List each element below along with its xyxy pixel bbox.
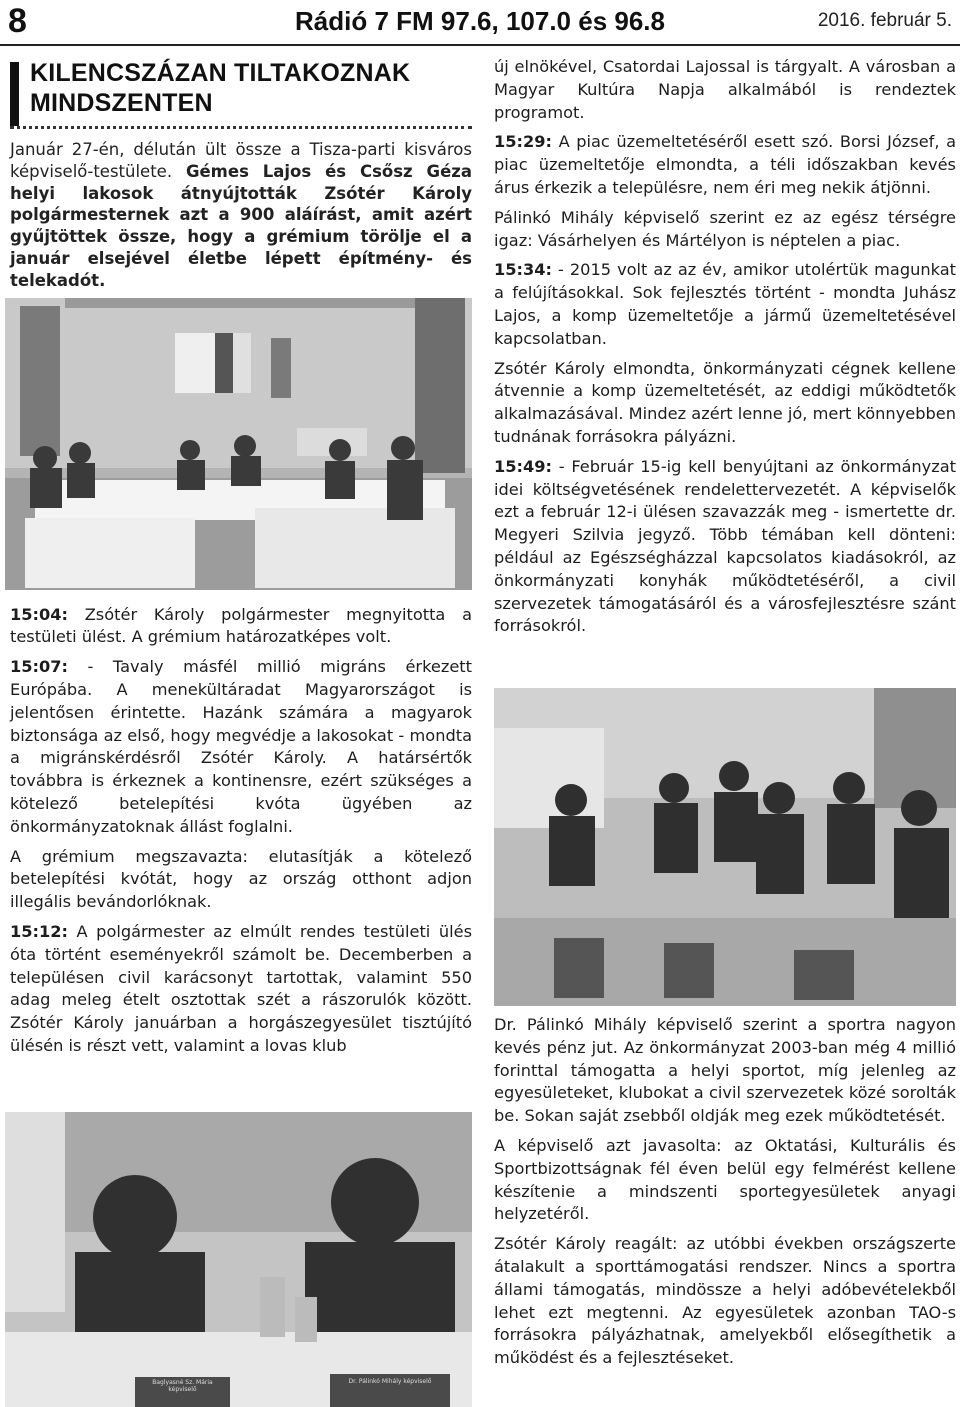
nameplate-left xyxy=(140,1379,225,1393)
nameplate-right xyxy=(335,1378,445,1385)
photo-audience xyxy=(494,688,956,1006)
paragraph xyxy=(10,604,472,650)
paragraph-text: új elnökével, Csatordai Lajossal is tárgyalt. A városban a Magyar Kultúra Napja alkalmából is rendeztek programot. xyxy=(494,57,956,122)
article-lead xyxy=(10,139,472,292)
photo-council-meeting-image xyxy=(5,298,472,590)
time-stamp: 15:29: xyxy=(494,132,552,152)
right-column xyxy=(494,56,956,645)
right-column-bottom xyxy=(494,1014,956,1377)
time-stamp: 15:04: xyxy=(10,604,68,624)
time-stamp: 15:07: xyxy=(10,657,68,677)
paragraph xyxy=(10,921,472,1058)
paragraph-text: - Tavaly másfél millió migráns érkezett Európába. A menekültáradat Magyarországot is jelentősen érintette. Hazánk számára a magyarok biztonsága az első, hogy megvédje a lakosokat - mondta a migránskérdésről Zsótér Károly. A határsértők továbbra is érkeznek a kontinensre, ezért szükséges a kötelező betelepítési kvóta ügyében az önkormányzatoknak állást foglalni. xyxy=(10,657,472,836)
article-headline xyxy=(10,58,472,118)
paragraph xyxy=(494,259,956,350)
headline-line-1: KILENCSZÁZAN TILTAKOZNAK xyxy=(30,59,411,87)
paragraph-text: A piac üzemeltetéséről esett szó. Borsi József, a piac üzemeltetője elmondta, a téli időszakban kevés árus érkezik a településre, nem éri meg nekik átjönni. xyxy=(494,132,956,197)
photo-council-meeting xyxy=(5,298,472,590)
paragraph xyxy=(494,56,956,124)
paragraph xyxy=(494,131,956,199)
time-stamp: 15:34: xyxy=(494,260,552,280)
paragraph xyxy=(494,456,956,638)
paragraph-text: Zsótér Károly reagált: az utóbbi években országszerte átalakult a sporttámogatási rendszer. Nincs a sportra állami támogatás, mindössze a helyi adóbevételekből lehet ezt megtenni. Az egyesületek azonban TAO-s forrásokra pályázhatnak, amelyekből elősegíthetik a működést és a fejlesztéseket. xyxy=(494,1234,956,1368)
headline-line-2: MINDSZENTEN xyxy=(30,89,213,117)
time-stamp: 15:12: xyxy=(10,921,68,941)
header-rule xyxy=(0,44,960,46)
time-stamp: 15:49: xyxy=(494,456,552,476)
paragraph xyxy=(494,358,956,449)
station-title: Rádió 7 FM 97.6, 107.0 és 96.8 xyxy=(295,6,665,36)
paragraph xyxy=(494,1135,956,1226)
dotted-divider xyxy=(10,126,472,129)
photo-audience-image xyxy=(494,688,956,1006)
nameplate-right-text: Dr. Pálinkó Mihály képviselő xyxy=(348,1378,432,1385)
paragraph xyxy=(494,207,956,253)
paragraph xyxy=(494,1014,956,1128)
paragraph-text: Dr. Pálinkó Mihály képviselő szerint a sportra nagyon kevés pénz jut. Az önkormányzat 2003-ban még 4 millió forinttal támogatta a helyi sportot, míg jelenleg az egyesületeket, klubokat a civil szervezetek közé sorolták be. Sokan saját zsebből oldják meg ezek működtetését. xyxy=(494,1015,956,1126)
page-header xyxy=(0,0,960,44)
headline-title xyxy=(30,58,472,118)
paragraph-text: A grémium megszavazta: elutasítják a kötelező betelepítési kvótát, hogy az ország otthont adjon illegális bevándorlóknak. xyxy=(10,846,472,912)
paragraph-text: - Február 15-ig kell benyújtani az önkormányzat idei költségvetésének rendelettervezetét. A képviselők ezt a február 12-i ülésen szavazzák meg - ismertette dr. Megyeri Szilvia jegyző. Több témában kell dönteni: például az Egészségházzal kapcsolatos kiadásokról, az önkormányzati konyhák működtetéséről, a civil szervezetek támogatásáról és a városfejlesztésre szánt forrásokról. xyxy=(494,456,956,636)
photo-council-members xyxy=(5,1112,472,1407)
paragraph xyxy=(494,1233,956,1370)
paragraph-text: Zsótér Károly elmondta, önkormányzati cégnek kellene átvennie a komp üzemeltetését, az eddigi működtetők alkalmazásával. Mindez azért lenne jó, mert könnyebben tudnának forrásokra pályázni. xyxy=(494,358,956,446)
nameplate-left-text: Baglyasné Sz. Mária képviselő xyxy=(152,1379,213,1393)
lead-first-sentence: Január 27-én, délután ült össze a Tisza-parti kisváros képviselő-testülete. xyxy=(10,140,472,181)
page-number: 8 xyxy=(8,2,27,40)
paragraph-text: Pálinkó Mihály képviselő szerint ez az egész térségre igaz: Vásárhelyen és Mártélyon is néptelen a piac. xyxy=(494,207,956,250)
headline-bar xyxy=(10,62,19,126)
issue-date: 2016. február 5. xyxy=(817,10,952,31)
paragraph xyxy=(10,846,472,914)
photo-council-members-image xyxy=(5,1112,472,1407)
lead-rest: Gémes Lajos és Csősz Géza helyi lakosok átnyújtották Zsótér Károly polgármesternek azt a 900 aláírást, amit azért gyűjtöttek össze, hogy a grémium törölje el a január elsejével életbe lépett építmény- és telekadót. xyxy=(10,161,472,290)
paragraph xyxy=(10,656,472,838)
paragraph-text: A polgármester az elmúlt rendes testületi ülés óta történt eseményekről számolt be. Decemberben a településen civil karácsonyt tartottak, valamint 550 adag meleg ételt osztottak szét a rászorulók között. Zsótér Károly januárban a horgászegyesület tisztújító ülésén is részt vett, valamint a lovas klub xyxy=(10,921,472,1055)
paragraph-text: Zsótér Károly polgármester megnyitotta a testületi ülést. A grémium határozatképes volt. xyxy=(10,604,472,647)
paragraph-text: - 2015 volt az az év, amikor utolértük magunkat a felújításokkal. Sok fejlesztés történt - mondta Juhász Lajos, a komp üzemeltetője a jármű üzemeltetésével kapcsolatban. xyxy=(494,260,956,348)
paragraph-text: A képviselő azt javasolta: az Oktatási, Kulturális és Sportbizottságnak fél éven belül egy felmérést kellene készítenie a mindszenti sportegyesületek anyagi helyzetéről. xyxy=(494,1135,956,1224)
